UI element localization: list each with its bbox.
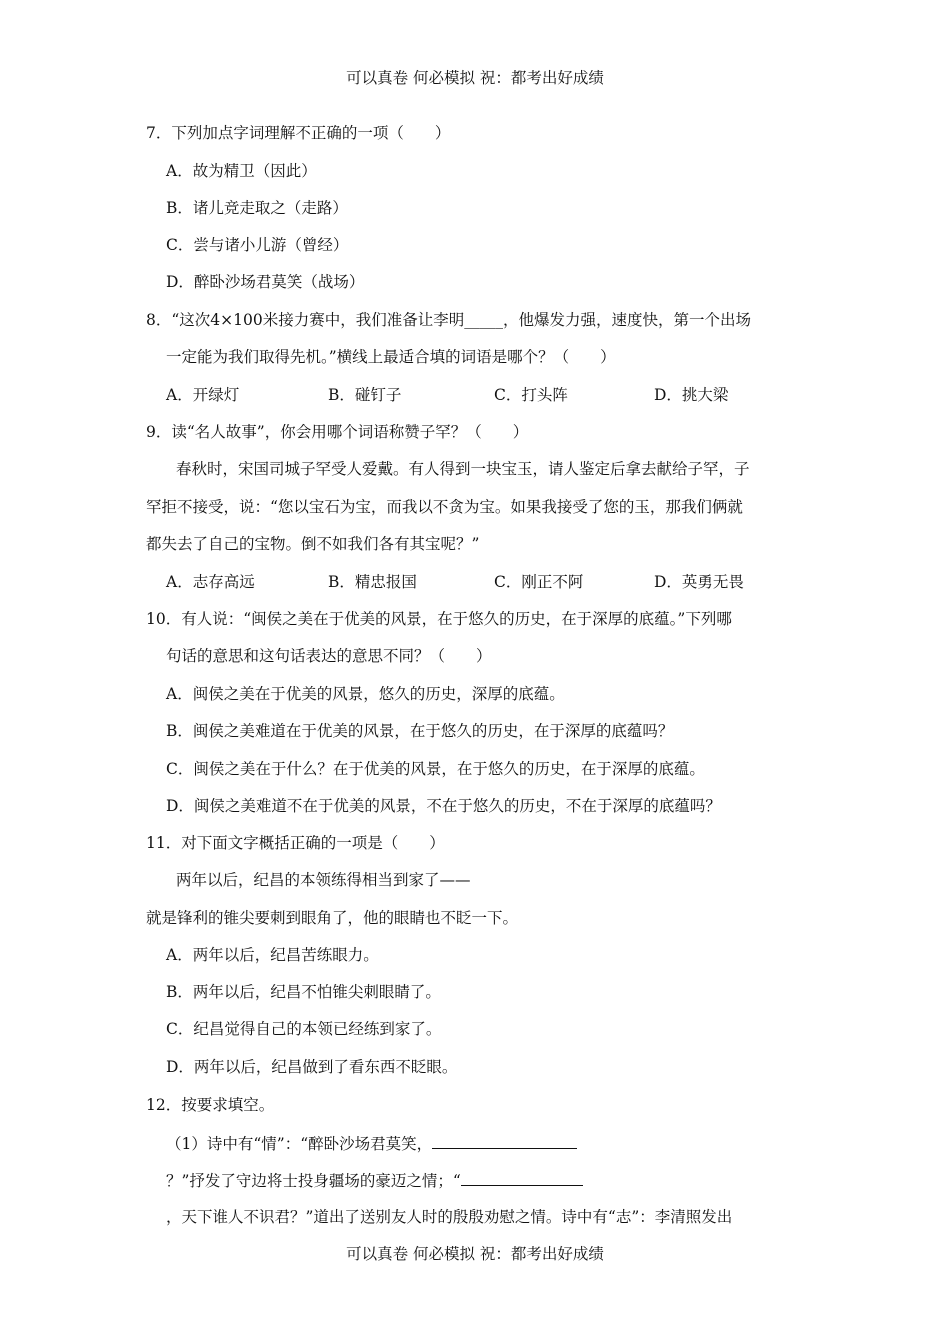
q10-stem-line2: 句话的意思和这句话表达的意思不同？（ ） [166,647,492,665]
q9-option-b: B．精忠报国 [328,573,417,591]
q8-option-c: C．打头阵 [494,386,568,404]
q11-option-b: B．两年以后，纪昌不怕锥尖刺眼睛了。 [166,983,441,1001]
q7-stem: 7．下列加点字词理解不正确的一项（ ） [146,124,451,142]
q12-part1-line2 [166,1169,583,1191]
page-header: 可以真卷 何必模拟 祝：都考出好成绩 [346,69,604,87]
q11-passage-line1: 两年以后，纪昌的本领练得相当到家了—— [176,871,471,889]
page-footer: 可以真卷 何必模拟 祝：都考出好成绩 [346,1245,604,1263]
q10-option-c: C．闽侯之美在于什么？在于优美的风景，在于悠久的历史，在于深厚的底蕴。 [166,760,705,778]
q7-option-b: B．诸儿竞走取之（走路） [166,199,348,217]
q12-part1-line1 [166,1132,577,1154]
q12-stem: 12．按要求填空。 [146,1096,275,1114]
q7-option-c: C．尝与诸小儿游（曾经） [166,236,349,254]
q12-part1-text-a: （1）诗中有“情”：“醉卧沙场君莫笑， [166,1135,433,1153]
answer-blank-1[interactable] [432,1132,577,1149]
q10-option-a: A．闽侯之美在于优美的风景，悠久的历史，深厚的底蕴。 [166,685,565,703]
q8-option-b: B．碰钉子 [328,386,402,404]
q9-option-c: C．刚正不阿 [494,573,584,591]
q7-option-d: D．醉卧沙场君莫笑（战场） [166,273,365,291]
q11-passage-line2: 就是锋利的锥尖要刺到眼角了，他的眼睛也不眨一下。 [146,909,519,927]
q8-option-d: D．挑大梁 [654,386,729,404]
q10-option-b: B．闽侯之美难道在于优美的风景，在于悠久的历史，在于深厚的底蕴吗？ [166,722,674,740]
q9-option-a: A．志存高远 [166,573,255,591]
q11-stem: 11．对下面文字概括正确的一项是（ ） [146,834,445,852]
q12-part1-text-c: ，天下谁人不识君？”道出了送别友人时的殷殷劝慰之情。诗中有“志”：李清照发出 [166,1208,733,1226]
q10-stem-line1: 10．有人说：“闽侯之美在于优美的风景，在于悠久的历史，在于深厚的底蕴。”下列哪 [146,610,732,628]
q9-option-d: D．英勇无畏 [654,573,744,591]
q9-passage-line3: 都失去了自己的宝物。倒不如我们各有其宝呢？” [146,535,480,553]
q8-option-a: A．开绿灯 [166,386,240,404]
q7-option-a: A．故为精卫（因此） [166,162,317,180]
q8-stem-line2: 一定能为我们取得先机。”横线上最适合填的词语是哪个？（ ） [166,348,616,366]
q8-stem-line1: 8．“这次4×100米接力赛中，我们准备让李明_____，他爆发力强，速度快，第一个出场 [146,311,751,329]
q11-option-c: C．纪昌觉得自己的本领已经练到家了。 [166,1020,442,1038]
q9-stem: 9．读“名人故事”，你会用哪个词语称赞子罕？（ ） [146,423,529,441]
q9-passage-line1: 春秋时，宋国司城子罕受人爱戴。有人得到一块宝玉，请人鉴定后拿去献给子罕，子 [176,460,750,478]
q9-passage-line2: 罕拒不接受，说：“您以宝石为宝，而我以不贪为宝。如果我接受了您的玉，那我们俩就 [146,498,743,516]
q10-option-d: D．闽侯之美难道不在于优美的风景，不在于悠久的历史，不在于深厚的底蕴吗？ [166,797,721,815]
q12-part1-text-b: ？”抒发了守边将士投身疆场的豪迈之情；“ [166,1172,461,1190]
q11-option-d: D．两年以后，纪昌做到了看东西不眨眼。 [166,1058,458,1076]
q11-option-a: A．两年以后，纪昌苦练眼力。 [166,946,379,964]
answer-blank-2[interactable] [461,1169,583,1186]
